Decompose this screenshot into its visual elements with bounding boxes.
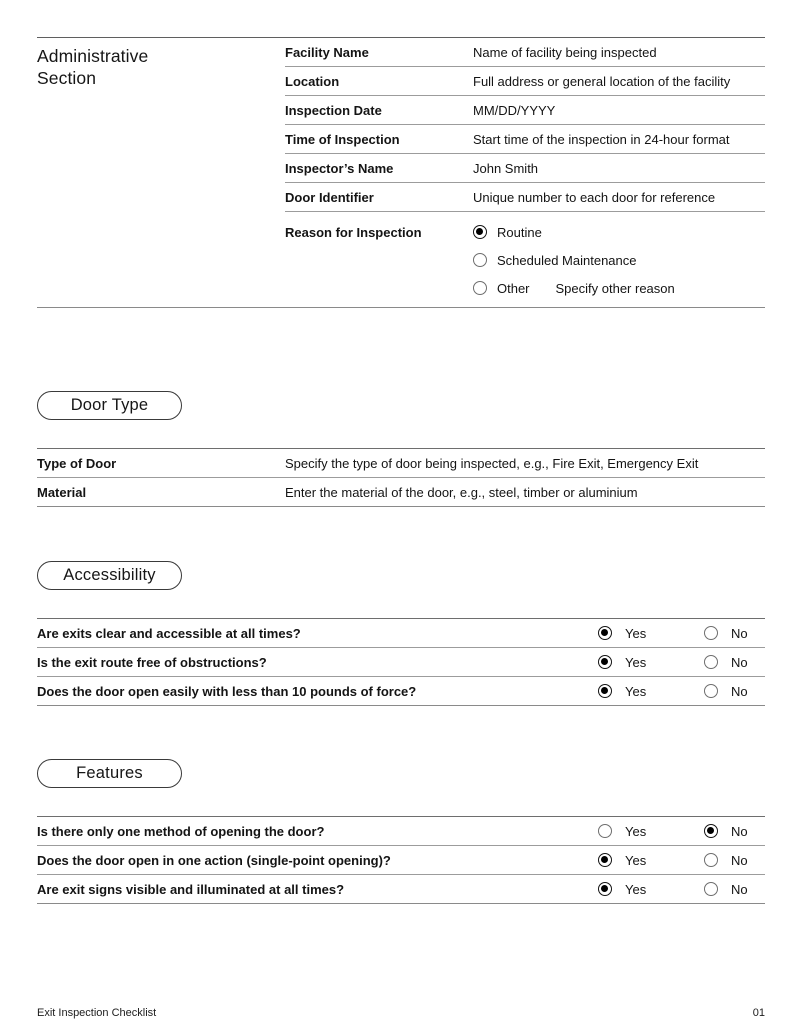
footer-title: Exit Inspection Checklist xyxy=(37,1007,157,1019)
question-row xyxy=(37,846,765,875)
no-radio[interactable] xyxy=(704,655,718,669)
yes-option[interactable] xyxy=(598,626,704,641)
field-label: Location xyxy=(285,73,340,89)
question-row xyxy=(37,648,765,677)
field-value: John Smith xyxy=(473,160,539,176)
field-label: Type of Door xyxy=(37,455,117,471)
no-label: No xyxy=(731,625,748,641)
field-label: Inspector’s Name xyxy=(285,160,394,176)
yes-option[interactable] xyxy=(598,853,704,868)
field-label: Door Identifier xyxy=(285,189,374,205)
no-radio[interactable] xyxy=(704,824,718,838)
yes-radio[interactable] xyxy=(598,626,612,640)
field-label: Reason for Inspection xyxy=(285,225,422,240)
yes-radio[interactable] xyxy=(598,824,612,838)
material-row xyxy=(37,478,765,507)
scheduled-maintenance-radio[interactable] xyxy=(473,253,487,267)
field-value: Enter the material of the door, e.g., steel, timber or aluminium xyxy=(285,484,638,500)
no-option[interactable] xyxy=(704,684,765,699)
no-label: No xyxy=(731,654,748,670)
facility-name-row xyxy=(285,38,765,67)
field-label: Inspection Date xyxy=(285,102,382,118)
door-type-table xyxy=(37,448,765,507)
yes-option[interactable] xyxy=(598,882,704,897)
page-number: 01 xyxy=(752,1007,765,1019)
question-text: Does the door open easily with less than 10 pounds of force? xyxy=(37,683,417,699)
no-option[interactable] xyxy=(704,824,765,839)
inspector-name-row xyxy=(285,154,765,183)
yes-radio[interactable] xyxy=(598,882,612,896)
radio-option-routine[interactable] xyxy=(473,218,765,246)
yes-label: Yes xyxy=(625,881,647,897)
no-option[interactable] xyxy=(704,655,765,670)
yes-radio[interactable] xyxy=(598,684,612,698)
routine-label: Routine xyxy=(497,224,542,240)
question-text: Is there only one method of opening the door? xyxy=(37,823,325,839)
yes-label: Yes xyxy=(625,683,647,699)
administrative-section xyxy=(37,37,765,308)
reason-for-inspection-group xyxy=(285,212,765,307)
question-text: Are exit signs visible and illuminated at all times? xyxy=(37,881,345,897)
field-value: Unique number to each door for reference xyxy=(473,189,716,205)
no-radio[interactable] xyxy=(704,684,718,698)
accessibility-badge: Accessibility xyxy=(37,561,182,590)
yes-label: Yes xyxy=(625,823,647,839)
field-value: Specify the type of door being inspected, e.g., Fire Exit, Emergency Exit xyxy=(285,455,699,471)
question-text: Is the exit route free of obstructions? xyxy=(37,654,267,670)
field-value: Name of facility being inspected xyxy=(473,44,657,60)
door-type-badge: Door Type xyxy=(37,391,182,420)
door-identifier-row xyxy=(285,183,765,212)
administrative-section-header xyxy=(37,38,285,307)
no-label: No xyxy=(731,852,748,868)
field-label: Time of Inspection xyxy=(285,131,400,147)
question-row xyxy=(37,677,765,706)
no-radio[interactable] xyxy=(704,882,718,896)
type-of-door-row xyxy=(37,449,765,478)
no-option[interactable] xyxy=(704,882,765,897)
location-row xyxy=(285,67,765,96)
features-badge: Features xyxy=(37,759,182,788)
question-row xyxy=(37,619,765,648)
no-option[interactable] xyxy=(704,626,765,641)
field-value: Start time of the inspection in 24-hour format xyxy=(473,131,730,147)
radio-option-other[interactable] xyxy=(473,274,765,302)
no-label: No xyxy=(731,881,748,897)
features-table xyxy=(37,816,765,904)
reason-radio-group xyxy=(473,218,765,302)
question-text: Does the door open in one action (single-point opening)? xyxy=(37,852,391,868)
no-label: No xyxy=(731,683,748,699)
page-footer xyxy=(37,1007,765,1019)
other-radio[interactable] xyxy=(473,281,487,295)
no-radio[interactable] xyxy=(704,853,718,867)
other-label: Other xyxy=(497,280,530,296)
yes-label: Yes xyxy=(625,654,647,670)
field-value: Full address or general location of the facility xyxy=(473,73,731,89)
question-row xyxy=(37,875,765,904)
question-row xyxy=(37,817,765,846)
yes-radio[interactable] xyxy=(598,853,612,867)
scheduled-maintenance-label: Scheduled Maintenance xyxy=(497,252,637,268)
no-option[interactable] xyxy=(704,853,765,868)
no-label: No xyxy=(731,823,748,839)
yes-label: Yes xyxy=(625,852,647,868)
other-specify-hint: Specify other reason xyxy=(555,280,675,296)
accessibility-table xyxy=(37,618,765,706)
no-radio[interactable] xyxy=(704,626,718,640)
time-of-inspection-row xyxy=(285,125,765,154)
yes-label: Yes xyxy=(625,625,647,641)
radio-option-scheduled-maintenance[interactable] xyxy=(473,246,765,274)
yes-radio[interactable] xyxy=(598,655,612,669)
yes-option[interactable] xyxy=(598,824,704,839)
inspection-date-row xyxy=(285,96,765,125)
section-title: Administrative Section xyxy=(37,46,149,89)
question-text: Are exits clear and accessible at all times? xyxy=(37,625,301,641)
field-label: Material xyxy=(37,484,87,500)
field-value: MM/DD/YYYY xyxy=(473,102,556,118)
administrative-fields xyxy=(285,38,765,307)
yes-option[interactable] xyxy=(598,655,704,670)
routine-radio[interactable] xyxy=(473,225,487,239)
field-label: Facility Name xyxy=(285,44,369,60)
yes-option[interactable] xyxy=(598,684,704,699)
